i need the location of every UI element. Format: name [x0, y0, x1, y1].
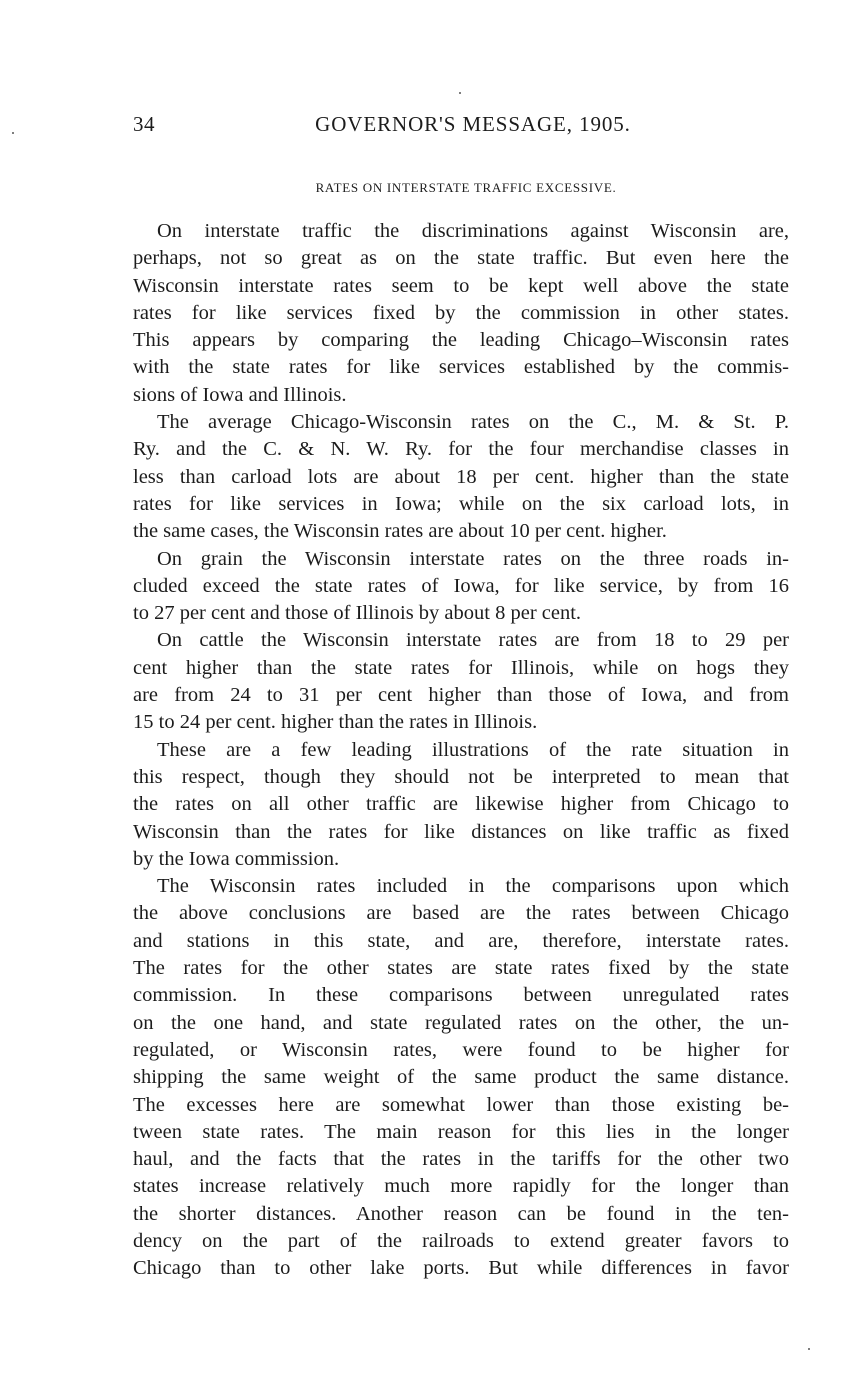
paragraph-average-rates [133, 409, 789, 545]
paragraph-interstate-discrimination [133, 218, 789, 409]
paragraph-cattle-rates [133, 627, 789, 736]
text-line: regulated, or Wisconsin rates, were found to be higher for [133, 1038, 789, 1061]
text-line: Wisconsin interstate rates seem to be kept well above the state [133, 274, 789, 297]
paragraph-grain-rates [133, 546, 789, 628]
text-line: by the Iowa commission. [133, 847, 340, 870]
text-line: On grain the Wisconsin interstate rates on the three roads in- [157, 547, 789, 570]
text-line: cent higher than the state rates for Illinois, while on hogs they [133, 656, 789, 679]
text-line: tween state rates. The main reason for this lies in the longer [133, 1120, 789, 1143]
section-heading: RATES ON INTERSTATE TRAFFIC EXCESSIVE. [315, 180, 617, 195]
text-line: the same cases, the Wisconsin rates are about 10 per cent. higher. [133, 520, 667, 543]
text-line: On interstate traffic the discriminations against Wisconsin are, [157, 220, 789, 242]
text-line: on the one hand, and state regulated rates on the other, the un- [133, 1011, 789, 1034]
text-line: On cattle the Wisconsin interstate rates are from 18 to 29 per [157, 629, 789, 652]
text-line: with the state rates for like services established by the commis- [133, 356, 789, 379]
text-line: are from 24 to 31 per cent higher than those of Iowa, and from [133, 684, 789, 707]
text-line: The rates for the other states are state rates fixed by the state [133, 957, 789, 980]
text-line: These are a few leading illustrations of the rate situation in [157, 738, 789, 761]
text-line: commission. In these comparisons between unregulated rates [133, 984, 789, 1007]
page-number: 34 [133, 112, 155, 136]
text-line: 15 to 24 per cent. higher than the rates in Illinois. [133, 711, 538, 734]
text-line: The average Chicago-Wisconsin rates on the C., M. & St. P. [157, 411, 789, 434]
scan-speck [12, 132, 14, 134]
text-line: the shorter distances. Another reason can be found in the ten- [133, 1202, 789, 1225]
paragraph-illustrations [133, 737, 789, 873]
text-line: This appears by comparing the leading Chicago–Wisconsin rates [133, 329, 789, 352]
text-line: the rates on all other traffic are likewise higher from Chicago to [133, 793, 789, 816]
text-line: Chicago than to other lake ports. But while differences in favor [133, 1257, 789, 1280]
text-line: less than carload lots are about 18 per cent. higher than the state [133, 465, 789, 488]
text-line: cluded exceed the state rates of Iowa, for like service, by from 16 [133, 574, 789, 597]
text-line: perhaps, not so great as on the state traffic. But even here the [133, 247, 789, 270]
running-title: GOVERNOR'S MESSAGE, 1905. [315, 112, 631, 136]
scan-speck [459, 92, 461, 94]
text-line: The excesses here are somewhat lower than those existing be- [133, 1093, 789, 1116]
text-line: states increase relatively much more rapidly for the longer than [133, 1175, 789, 1198]
text-line: shipping the same weight of the same product the same distance. [133, 1066, 789, 1089]
scan-speck [808, 1348, 810, 1350]
text-line: Ry. and the C. & N. W. Ry. for the four merchandise classes in [133, 438, 789, 461]
text-line: Wisconsin than the rates for like distances on like traffic as fixed [133, 820, 789, 843]
paragraph-comparisons [133, 873, 789, 1282]
text-line: haul, and the facts that the rates in the tariffs for the other two [133, 1148, 789, 1171]
text-line: and stations in this state, and are, therefore, interstate rates. [133, 929, 789, 952]
text-line: The Wisconsin rates included in the comparisons upon which [157, 875, 789, 898]
body-text [133, 218, 789, 1283]
text-line: to 27 per cent and those of Illinois by about 8 per cent. [133, 602, 582, 625]
text-line: sions of Iowa and Illinois. [133, 383, 347, 406]
text-line: rates for like services fixed by the commission in other states. [133, 301, 789, 324]
text-line: the above conclusions are based are the rates between Chicago [133, 902, 789, 925]
text-line: rates for like services in Iowa; while on the six carload lots, in [133, 492, 789, 515]
text-line: this respect, though they should not be interpreted to mean that [133, 765, 789, 788]
text-line: dency on the part of the railroads to extend greater favors to [133, 1229, 789, 1252]
running-head [133, 112, 789, 146]
